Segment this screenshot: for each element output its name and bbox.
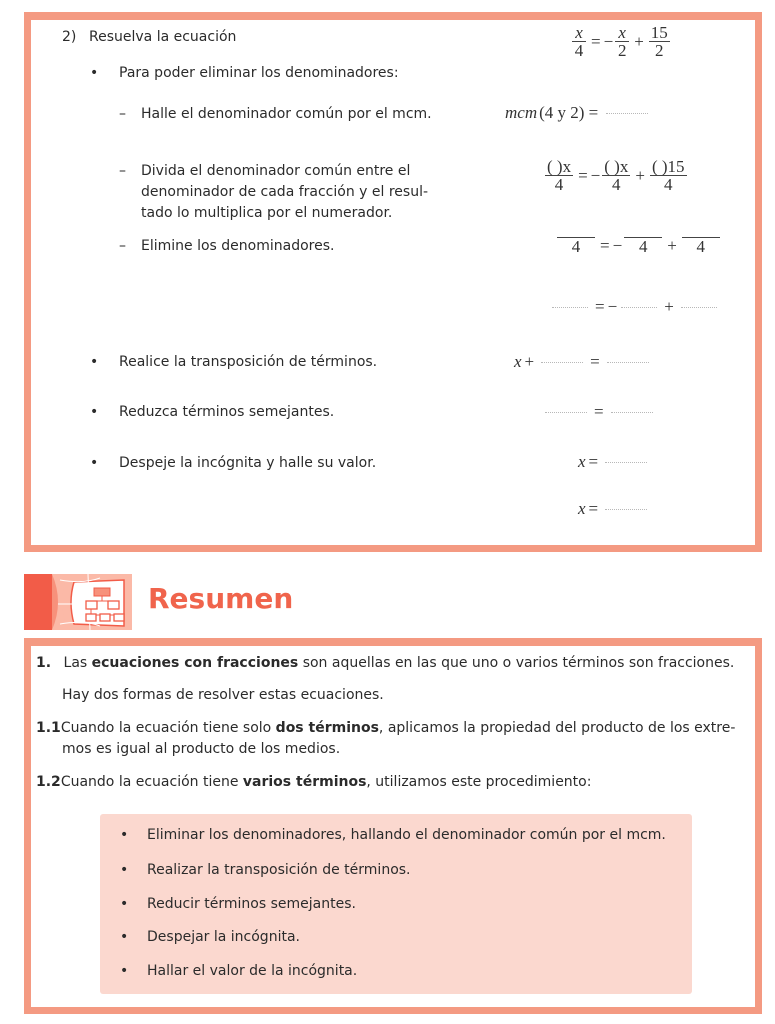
transposition-equation: x + =: [514, 352, 653, 372]
fraction-15-over-2: $\frac{15}{2}$: [650, 23, 668, 60]
bullet-icon: •: [120, 896, 129, 912]
bullet-icon: •: [90, 404, 99, 420]
bullet-icon: •: [90, 65, 99, 81]
answer-blank[interactable]: [606, 112, 648, 114]
answer-blank[interactable]: [611, 411, 653, 413]
answer-blank[interactable]: [552, 306, 588, 308]
exercise-title: Resuelva la ecuación: [89, 29, 237, 45]
bullet-icon: •: [120, 963, 129, 979]
bullet-icon: •: [90, 354, 99, 370]
answer-blank[interactable]: [681, 306, 717, 308]
blank-fraction[interactable]: 4: [557, 237, 595, 255]
bullet-icon: •: [120, 827, 129, 843]
substep-divide-line3: tado lo multiplica por el numerador.: [141, 205, 393, 221]
answer-blank[interactable]: [541, 361, 583, 363]
procedure-step: Eliminar los denominadores, hallando el denominador común por el mcm.: [147, 827, 666, 843]
answer-blank[interactable]: [605, 461, 647, 463]
answer-blank[interactable]: [605, 508, 647, 510]
answer-blank[interactable]: [607, 361, 649, 363]
eliminated-equation: 4 = − 4 + 4: [555, 236, 722, 256]
numerator-equation: = − +: [548, 297, 721, 317]
step-solve: Despeje la incógnita y halle su valor.: [119, 455, 377, 471]
dash-icon: –: [119, 163, 126, 179]
procedure-step: Despejar la incógnita.: [147, 929, 300, 945]
fraction-x-over-4: $\frac{x}{4}$: [572, 24, 586, 59]
mcm-equation: mcm (4 y 2) =: [505, 103, 652, 123]
answer-blank[interactable]: [621, 306, 657, 308]
bullet-icon: •: [120, 929, 129, 945]
fraction-x-over-2: $\frac{x}{2}$: [615, 24, 629, 59]
fill-blank-3[interactable]: ( )15: [651, 157, 685, 176]
summary-item-1-1: 1.1Cuando la ecuación tiene solo dos términos, aplicamos la propiedad del producto de los extre-: [36, 720, 736, 736]
summary-item-1-1-cont: mos es igual al producto de los medios.: [62, 741, 341, 757]
solve-equation-1: x =: [578, 452, 651, 472]
step-main: Para poder eliminar los denominadores:: [119, 65, 399, 81]
dash-icon: –: [119, 106, 126, 122]
procedure-step: Hallar el valor de la incógnita.: [147, 963, 358, 979]
blank-fraction[interactable]: 4: [682, 237, 720, 255]
step-transposition: Realice la transposición de términos.: [119, 354, 378, 370]
bullet-icon: •: [120, 862, 129, 878]
blank-fraction[interactable]: 4: [624, 237, 662, 255]
divide-equation: $\frac{( )x}{4}$ = − $\frac{( )x}{4}$ + $\frac{( )15}{4}$: [547, 157, 685, 194]
fill-blank-1[interactable]: ( )x: [547, 157, 572, 176]
substep-divide-line1: Divida el denominador común entre el: [141, 163, 411, 179]
fill-blank-2[interactable]: ( )x: [604, 157, 629, 176]
reduce-equation: =: [541, 402, 657, 422]
flowchart-globe-icon: [24, 574, 134, 630]
section-title: Resumen: [148, 582, 294, 615]
dash-icon: –: [119, 238, 126, 254]
substep-eliminate: Elimine los denominadores.: [141, 238, 335, 254]
main-equation: $\frac{x}{4}$ = − $\frac{x}{2}$ + $\frac{15}{2}$: [570, 24, 672, 59]
procedure-step: Realizar la transposición de términos.: [147, 862, 411, 878]
answer-blank[interactable]: [545, 411, 587, 413]
substep-divide-line2: denominador de cada fracción y el resul-: [141, 184, 429, 200]
exercise-number: 2): [62, 29, 77, 45]
summary-item-1-note: Hay dos formas de resolver estas ecuaciones.: [62, 687, 384, 703]
substep-mcm: Halle el denominador común por el mcm.: [141, 106, 432, 122]
solve-equation-2: x =: [578, 499, 651, 519]
summary-item-1-2: 1.2Cuando la ecuación tiene varios términos, utilizamos este procedimiento:: [36, 774, 592, 790]
procedure-step: Reducir términos semejantes.: [147, 896, 356, 912]
step-reduce: Reduzca términos semejantes.: [119, 404, 335, 420]
bullet-icon: •: [90, 455, 99, 471]
summary-item-1: 1. Las ecuaciones con fracciones son aquellas en las que uno o varios términos son fracciones.: [36, 655, 735, 671]
